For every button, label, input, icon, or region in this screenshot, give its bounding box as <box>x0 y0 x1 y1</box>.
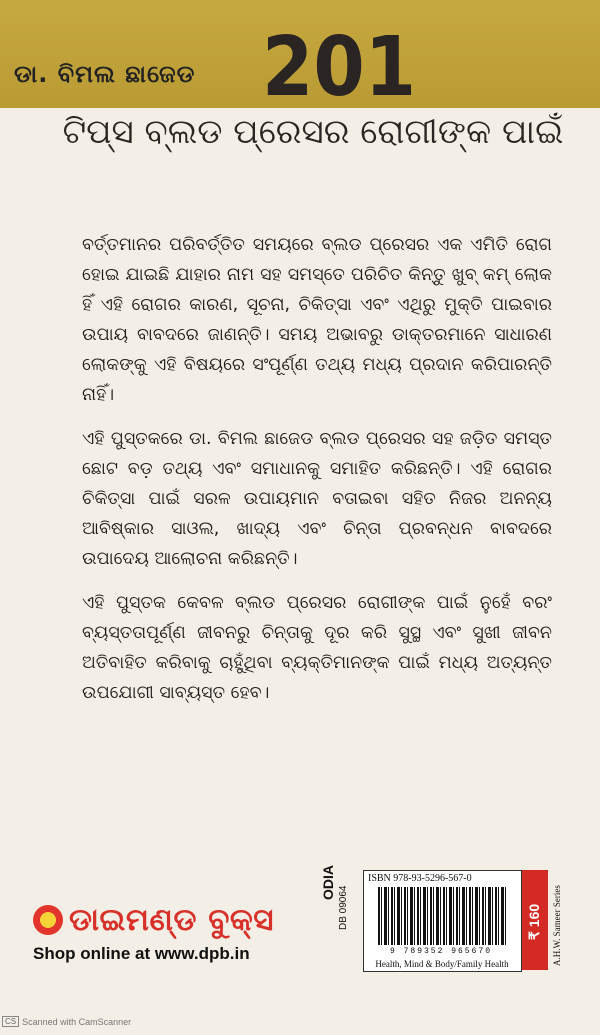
barcode-bars <box>378 887 506 945</box>
title-number: 201 <box>262 20 417 115</box>
diamond-flower-icon <box>33 905 63 935</box>
isbn-text: ISBN 978-93-5296-567-0 <box>368 873 472 884</box>
blurb <box>82 230 552 722</box>
camscanner-icon: CS <box>2 1016 19 1027</box>
series-label <box>550 870 568 970</box>
title-band <box>0 0 600 115</box>
barcode-digits: 9 789352 965670 <box>389 947 492 956</box>
language-label: ODIA <box>320 865 336 900</box>
shop-online-text: Shop online at www.dpb.in <box>33 944 250 963</box>
barcode-side-labels <box>318 865 358 970</box>
price-tag <box>522 870 548 970</box>
price-text: ₹ 160 <box>526 903 542 940</box>
blurb-paragraph-3: ଏହି ପୁସ୍ତକ କେବଳ ବ୍ଲଡ ପ୍ରେସର ରୋଗୀଙ୍କ ପାଇଁ ନୁହେଁ ବରଂ ବ୍ୟସ୍ତତାପୂର୍ଣ୍ଣ ଜୀବନରୁ ଚିନ୍ତାକୁ ଦୂର କରି ସୁସ୍ଥ ଏବଂ ସୁଖୀ ଜୀବନ ଅତିବାହିତ କରିବାକୁ ଚାହୁଁଥିବା ବ୍ୟକ୍ତିମାନଙ୍କ ପାଇଁ ମଧ୍ୟ ଅତ୍ୟନ୍ତ ଉପଯୋଗୀ ସାବ୍ୟସ୍ତ ହେବ। <box>82 593 552 703</box>
barcode-box <box>363 870 522 972</box>
category-text: Health, Mind & Body/Family Health <box>375 959 509 969</box>
scanner-text: Scanned with CamScanner <box>22 1016 132 1027</box>
db-code-label: DB 09064 <box>338 885 349 930</box>
book-subtitle: ଟିପ୍ସ ବ୍ଲଡ ପ୍ରେସର ରୋଗୀଙ୍କ ପାଇଁ <box>62 112 564 152</box>
author-name: ଡା. ବିମଲ ଛାଜେଡ <box>14 60 196 88</box>
series-text: A.H.W. Sameer Series <box>552 885 562 966</box>
publisher-logo-text: ଡାଇମଣ୍ଡ ବୁକ୍ସ <box>69 901 274 938</box>
scanner-watermark <box>2 1016 131 1027</box>
blurb-paragraph-2: ଏହି ପୁସ୍ତକରେ ଡା. ବିମଲ ଛାଜେଡ ବ୍ଲଡ ପ୍ରେସର ସହ ଜଡ଼ିତ ସମସ୍ତ ଛୋଟ ବଡ଼ ତଥ୍ୟ ଏବଂ ସମାଧାନକୁ ସମାହିତ କରିଛନ୍ତି। ଏହି ରୋଗର ଚିକିତ୍ସା ପାଇଁ ସରଳ ଉପାୟମାନ ବତାଇବା ସହିତ ନିଜର ଅନନ୍ୟ ଆବିଷ୍କାର ସାଓଲ, ଖାଦ୍ୟ ଏବଂ ଚିନ୍ତା ପ୍ରବନ୍ଧନ ବାବଦରେ ଉପାଦେୟ ଆଲୋଚନା କରିଛନ୍ତି। <box>82 429 552 569</box>
blurb-paragraph-1: ବର୍ତ୍ତମାନର ପରିବର୍ତ୍ତିତ ସମୟରେ ବ୍ଲଡ ପ୍ରେସର ଏକ ଏମିତି ରୋଗ ହୋଇ ଯାଇଛି ଯାହାର ନାମ ସହ ସମସ୍ତେ ପରିଚିତ କିନ୍ତୁ ଖୁବ୍ କମ୍ ଲୋକ ହିଁ ଏହି ରୋଗର କାରଣ, ସୂଚନା, ଚିକିତ୍ସା ଏବଂ ଏଥିରୁ ମୁକ୍ତି ପାଇବାର ଉପାୟ ବାବଦରେ ଜାଣନ୍ତି। ସମୟ ଅଭାବରୁ ଡାକ୍ତରମାନେ ସାଧାରଣ ଲୋକଙ୍କୁ ଏହି ବିଷୟରେ ସଂପୂର୍ଣ୍ଣ ତଥ୍ୟ ମଧ୍ୟ ପ୍ରଦାନ କରିପାରନ୍ତି ନାହିଁ। <box>82 235 552 405</box>
publisher-logo <box>33 898 274 942</box>
